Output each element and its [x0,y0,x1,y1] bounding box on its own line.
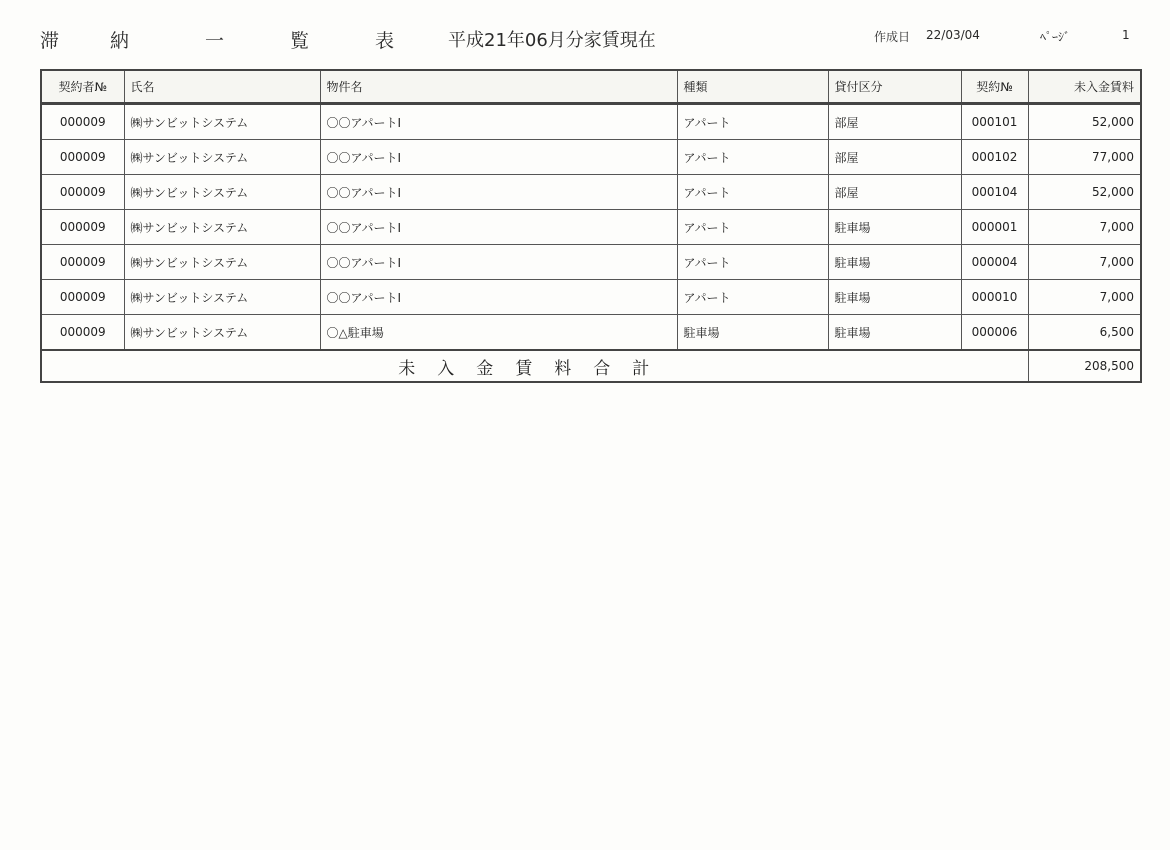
arrears-table [40,69,1142,383]
amount-cell: 7,000 [1028,280,1141,315]
kind-cell: アパート [677,280,828,315]
name-cell: ㈱サンビットシステム [124,245,320,280]
name-cell: ㈱サンビットシステム [124,104,320,140]
contractor-no-cell: 000009 [41,245,124,280]
contractor-no-cell: 000009 [41,315,124,351]
category-cell: 部屋 [828,140,961,175]
column-header: 物件名 [320,70,677,104]
table-row [41,245,1141,280]
amount-cell: 6,500 [1028,315,1141,351]
table-row [41,315,1141,351]
category-cell: 駐車場 [828,315,961,351]
column-header: 貸付区分 [828,70,961,104]
property-cell: 〇〇アパートⅠ [320,210,677,245]
category-cell: 部屋 [828,175,961,210]
report-subtitle: 平成21年06月分家賃現在 [448,30,656,51]
amount-cell: 52,000 [1028,104,1141,140]
title-char: 納 [110,30,130,52]
property-cell: 〇〇アパートⅠ [320,175,677,210]
total-label: 未入金賃料合計 [41,350,1028,382]
kind-cell: アパート [677,104,828,140]
kind-cell: アパート [677,140,828,175]
contract-no-cell: 000104 [961,175,1028,210]
page-label: ﾍﾟｰｼﾞ [1040,30,1071,44]
created-date-label: 作成日 [874,30,911,44]
table-row [41,104,1141,140]
contractor-no-cell: 000009 [41,280,124,315]
title-char: 表 [375,30,395,52]
property-cell: 〇〇アパートⅠ [320,280,677,315]
contractor-no-cell: 000009 [41,175,124,210]
kind-cell: アパート [677,175,828,210]
column-header: 種類 [677,70,828,104]
table-row [41,280,1141,315]
table-header-row [41,70,1141,104]
contract-no-cell: 000006 [961,315,1028,351]
total-row [41,350,1141,382]
name-cell: ㈱サンビットシステム [124,175,320,210]
report-header [40,22,1140,56]
contract-no-cell: 000102 [961,140,1028,175]
column-header: 未入金賃料 [1028,70,1141,104]
property-cell: 〇〇アパートⅠ [320,104,677,140]
category-cell: 駐車場 [828,280,961,315]
kind-cell: アパート [677,210,828,245]
table-row [41,210,1141,245]
column-header: 契約№ [961,70,1028,104]
column-header: 契約者№ [41,70,124,104]
created-date-value: 22/03/04 [926,28,980,42]
category-cell: 駐車場 [828,210,961,245]
contract-no-cell: 000101 [961,104,1028,140]
name-cell: ㈱サンビットシステム [124,315,320,351]
amount-cell: 52,000 [1028,175,1141,210]
name-cell: ㈱サンビットシステム [124,140,320,175]
property-cell: 〇△駐車場 [320,315,677,351]
column-header: 氏名 [124,70,320,104]
category-cell: 部屋 [828,104,961,140]
title-char: 覧 [290,30,310,52]
name-cell: ㈱サンビットシステム [124,210,320,245]
kind-cell: アパート [677,245,828,280]
table-row [41,140,1141,175]
title-char: 一 [205,30,225,52]
contractor-no-cell: 000009 [41,140,124,175]
amount-cell: 7,000 [1028,210,1141,245]
total-amount: 208,500 [1028,350,1141,382]
amount-cell: 7,000 [1028,245,1141,280]
property-cell: 〇〇アパートⅠ [320,140,677,175]
contract-no-cell: 000010 [961,280,1028,315]
category-cell: 駐車場 [828,245,961,280]
amount-cell: 77,000 [1028,140,1141,175]
contractor-no-cell: 000009 [41,104,124,140]
page-number: 1 [1122,28,1130,42]
contract-no-cell: 000001 [961,210,1028,245]
table-row [41,175,1141,210]
contractor-no-cell: 000009 [41,210,124,245]
kind-cell: 駐車場 [677,315,828,351]
contract-no-cell: 000004 [961,245,1028,280]
name-cell: ㈱サンビットシステム [124,280,320,315]
property-cell: 〇〇アパートⅠ [320,245,677,280]
title-char: 滞 [40,30,60,52]
